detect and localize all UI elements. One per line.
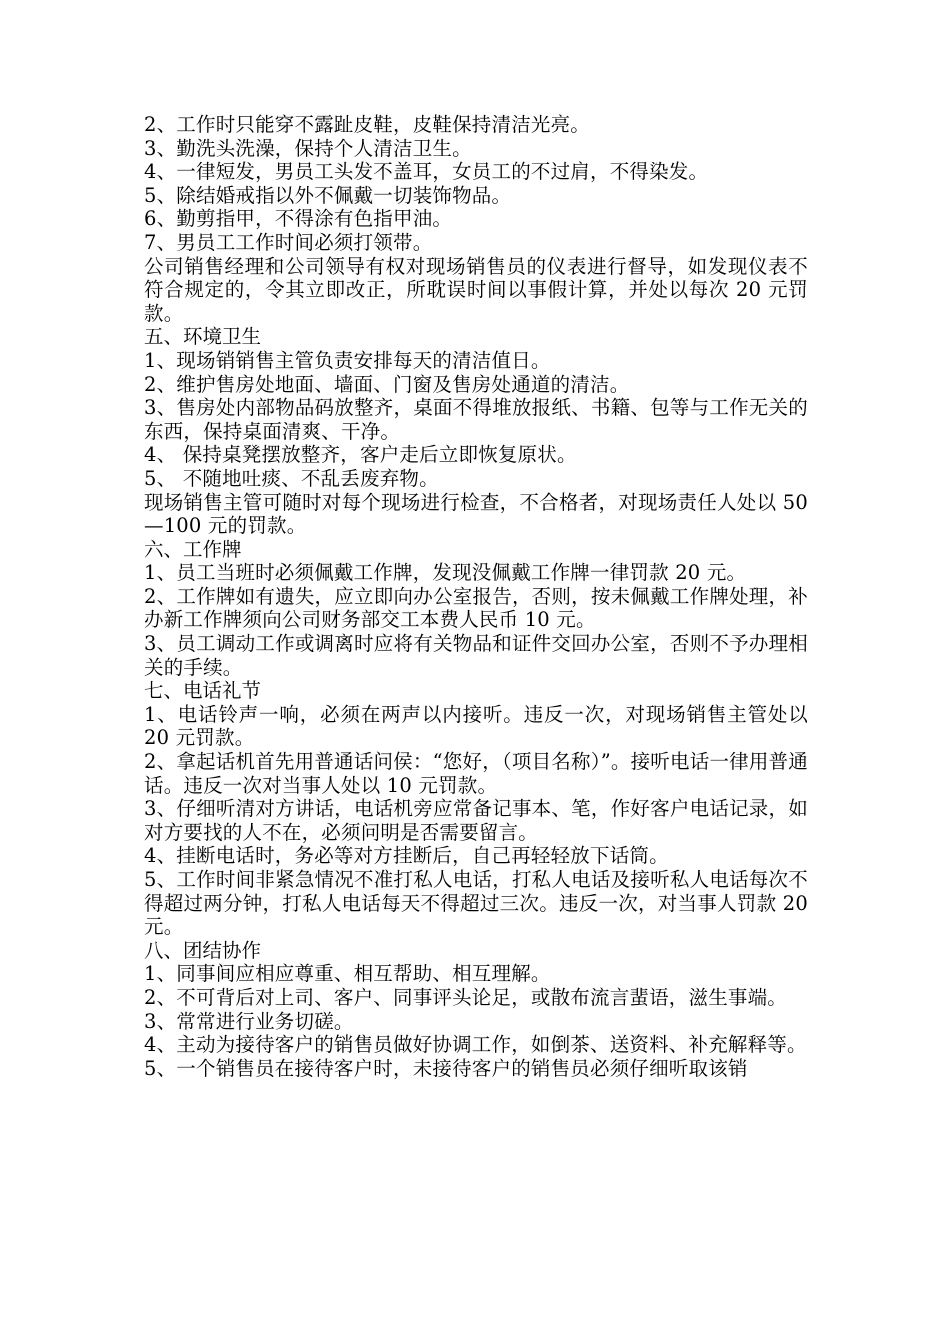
list-item-shoes: 2、工作时只能穿不露趾皮鞋，皮鞋保持清洁光亮。 [144, 113, 591, 136]
list-item-tie: 7、男员工工作时间必须打领带。 [144, 230, 433, 254]
list-item-hair: 4、一律短发，男员工头发不盖耳，女员工的不过肩，不得染发。 [144, 160, 709, 184]
list-item-exchange: 3、常常进行业务切磋。 [144, 1009, 354, 1033]
section-heading-phone: 七、电话礼节 [144, 679, 262, 703]
list-item-lost-badge: 2、工作牌如有遗失，应立即向办公室报告，否则，按未佩戴工作牌处理，补办新工作牌须向公司财务部交工本费人民币 10 元。 [144, 584, 808, 632]
list-item-desk-tidy: 3、售房处内部物品码放整齐，桌面不得堆放报纸、书籍、包等与工作无关的东西，保持桌面清爽、干净。 [144, 396, 808, 443]
list-item-hygiene: 3、勤洗头洗澡，保持个人清洁卫生。 [144, 136, 472, 160]
section-heading-teamwork: 八、团结协作 [144, 938, 262, 962]
list-item-listen: 3、仔细听清对方讲话，电话机旁应常备记事本、笔，作好客户电话记录，如对方要找的人不在，必须问明是否需要留言。 [144, 797, 808, 844]
list-item-cleaning-duty: 1、现场销销售主管负责安排每天的清洁值日。 [144, 348, 551, 372]
document-body [144, 113, 808, 1080]
section-heading-environment: 五、环境卫生 [144, 325, 262, 349]
list-item-litter: 5、 不随地吐痰、不乱丢废弃物。 [144, 466, 439, 490]
environment-penalty-paragraph: 现场销售主管可随时对每个现场进行检查，不合格者，对现场责任人处以 50—100 元的罚款。 [144, 490, 808, 538]
list-item-greeting: 2、拿起话机首先用普通话问侯：“您好，（项目名称）”。接听电话一律用普通话。违反一次对当事人处以 10 元罚款。 [144, 750, 808, 797]
list-item-accessories: 5、除结婚戒指以外不佩戴一切装饰物品。 [144, 183, 512, 207]
list-item-nails: 6、勤剪指甲，不得涂有色指甲油。 [144, 207, 453, 231]
list-item-private-calls: 5、工作时间非紧急情况不准打私人电话，打私人电话及接听私人电话每次不得超过两分钟，打私人电话每天不得超过三次。违反一次，对当事人罚款 20 元。 [144, 868, 808, 939]
appearance-penalty-paragraph: 公司销售经理和公司领导有权对现场销售员的仪表进行督导，如发现仪表不符合规定的，令其立即改正，所耽误时间以事假计算，并处以每次 20 元罚款。 [144, 254, 808, 325]
list-item-chairs: 4、 保持桌凳摆放整齐，客户走后立即恢复原状。 [144, 443, 577, 467]
list-item-answer-phone: 1、电话铃声一响，必须在两声以内接听。违反一次，对现场销售主管处以 20 元罚款。 [144, 702, 808, 750]
list-item-hang-up: 4、挂断电话时，务必等对方挂断后，自己再轻轻放下话筒。 [144, 844, 669, 868]
list-item-floor-walls: 2、维护售房处地面、墙面、门窗及售房处通道的清洁。 [144, 372, 630, 396]
list-item-wear-badge: 1、员工当班时必须佩戴工作牌，发现没佩戴工作牌一律罚款 20 元。 [144, 561, 747, 585]
list-item-return-badge: 3、员工调动工作或调离时应将有关物品和证件交回办公室，否则不予办理相关的手续。 [144, 632, 808, 679]
list-item-respect: 1、同事间应相应尊重、相互帮助、相互理解。 [144, 962, 551, 986]
list-item-listen-colleague: 5、一个销售员在接待客户时，未接待客户的销售员必须仔细听取该销 [144, 1056, 748, 1080]
list-item-no-gossip: 2、不可背后对上司、客户、同事评头论足，或散布流言蜚语，滋生事端。 [144, 985, 788, 1009]
list-item-assist: 4、主动为接待客户的销售员做好协调工作，如倒茶、送资料、补充解释等。 [144, 1033, 807, 1057]
section-heading-badge: 六、工作牌 [144, 537, 242, 561]
